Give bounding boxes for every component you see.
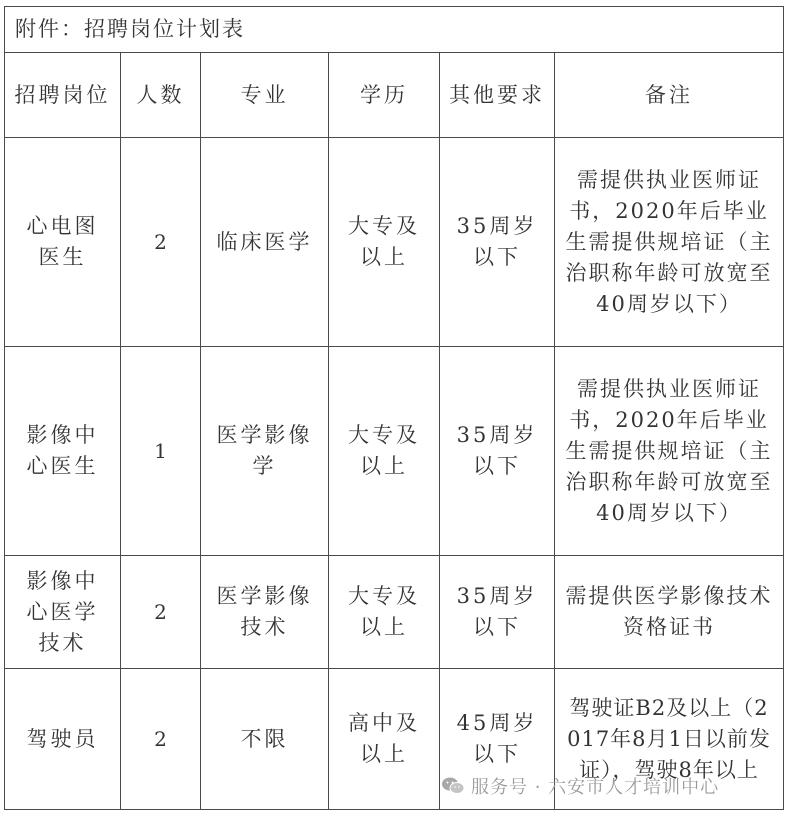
cell-position: 心电图医生 [5,138,121,347]
cell-count: 2 [121,669,201,810]
cell-major: 临床医学 [201,138,329,347]
header-major: 专业 [201,53,329,138]
cell-notes: 需提供执业医师证书，2020年后毕业生需提供规培证（主治职称年龄可放宽至40周岁以下） [555,138,784,347]
watermark-text: 服务号 · 六安市人才培训中心 [471,777,720,798]
cell-other: 35周岁以下 [440,556,555,669]
cell-education: 大专及以上 [329,556,440,669]
header-position: 招聘岗位 [5,53,121,138]
cell-position: 影像中心医生 [5,347,121,556]
recruitment-plan-table [4,6,784,810]
cell-notes: 需提供执业医师证书，2020年后毕业生需提供规培证（主治职称年龄可放宽至40周岁以下） [555,347,784,556]
cell-other: 45周岁以下 [440,669,555,810]
cell-count: 2 [121,138,201,347]
header-education: 学历 [329,53,440,138]
table-caption: 附件：招聘岗位计划表 [5,7,784,53]
header-notes: 备注 [555,53,784,138]
cell-count: 2 [121,556,201,669]
document-page [4,6,783,816]
cell-other: 35周岁以下 [440,347,555,556]
cell-education: 高中及以上 [329,669,440,810]
table-row [5,556,784,669]
header-other: 其他要求 [440,53,555,138]
table-row [5,347,784,556]
cell-count: 1 [121,347,201,556]
cell-education: 大专及以上 [329,347,440,556]
watermark [441,773,719,799]
cell-education: 大专及以上 [329,138,440,347]
header-count: 人数 [121,53,201,138]
cell-major: 不限 [201,669,329,810]
cell-notes: 需提供医学影像技术资格证书 [555,556,784,669]
table-row [5,138,784,347]
header-row [5,53,784,138]
cell-position: 影像中心医学技术 [5,556,121,669]
wechat-icon [441,776,465,796]
cell-major: 医学影像学 [201,347,329,556]
cell-other: 35周岁以下 [440,138,555,347]
cell-notes: 驾驶证B2及以上（2017年8月1日以前发证），驾驶8年以上 [555,669,784,810]
cell-position: 驾驶员 [5,669,121,810]
cell-major: 医学影像技术 [201,556,329,669]
